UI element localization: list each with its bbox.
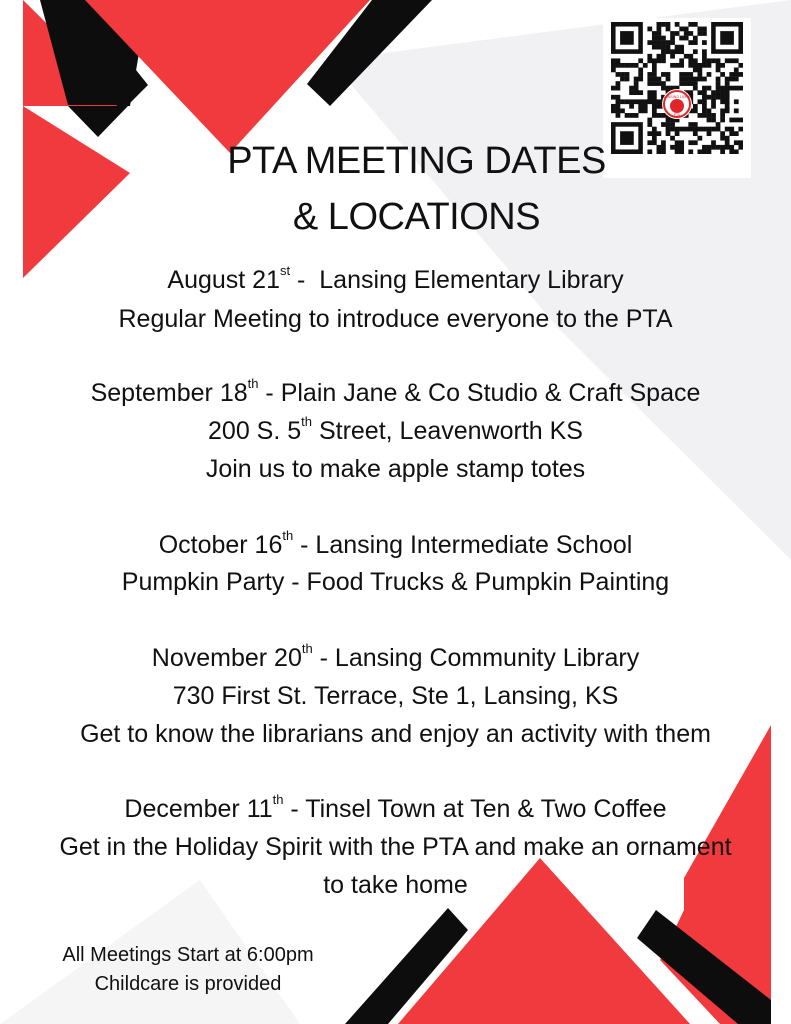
meeting-september-address: 200 S. 5th Street, Leavenworth KS — [208, 414, 583, 445]
meeting-september-date: September 18th - Plain Jane & Co Studio & Craft Space — [90, 376, 701, 407]
meeting-december-details: Get in the Holiday Spirit with the PTA and make an ornament — [59, 833, 732, 861]
page-title-line-1: PTA MEETING DATES — [227, 140, 606, 182]
meeting-december-details-cont: to take home — [323, 871, 468, 899]
meeting-november-details: Get to know the librarians and enjoy an activity with them — [80, 720, 711, 748]
meeting-august-details: Regular Meeting to introduce everyone to the PTA — [118, 305, 673, 333]
meeting-november-date: November 20th - Lansing Community Library — [151, 641, 640, 672]
page-title-line-2: & LOCATIONS — [292, 196, 541, 238]
meeting-october-details: Pumpkin Party - Food Trucks & Pumpkin Painting — [121, 568, 670, 596]
meeting-september-details: Join us to make apple stamp totes — [205, 455, 586, 483]
logo-text: LANSING LIONS — [663, 95, 691, 99]
red-triangle-left — [23, 106, 130, 278]
meeting-october-date: October 16th - Lansing Intermediate School — [158, 528, 633, 559]
black-notch-left — [68, 106, 128, 137]
footer-childcare: Childcare is provided — [94, 973, 282, 995]
meeting-august-date: August 21st - Lansing Elementary Library — [167, 263, 624, 294]
logo-sub-text: PTA — [673, 113, 681, 117]
meeting-december-date: December 11th - Tinsel Town at Ten & Two Coffee — [124, 792, 667, 823]
footer-start-time: All Meetings Start at 6:00pm — [62, 944, 314, 966]
qr-code-image — [611, 22, 743, 154]
meeting-november-address: 730 First St. Terrace, Ste 1, Lansing, KS — [172, 682, 619, 710]
